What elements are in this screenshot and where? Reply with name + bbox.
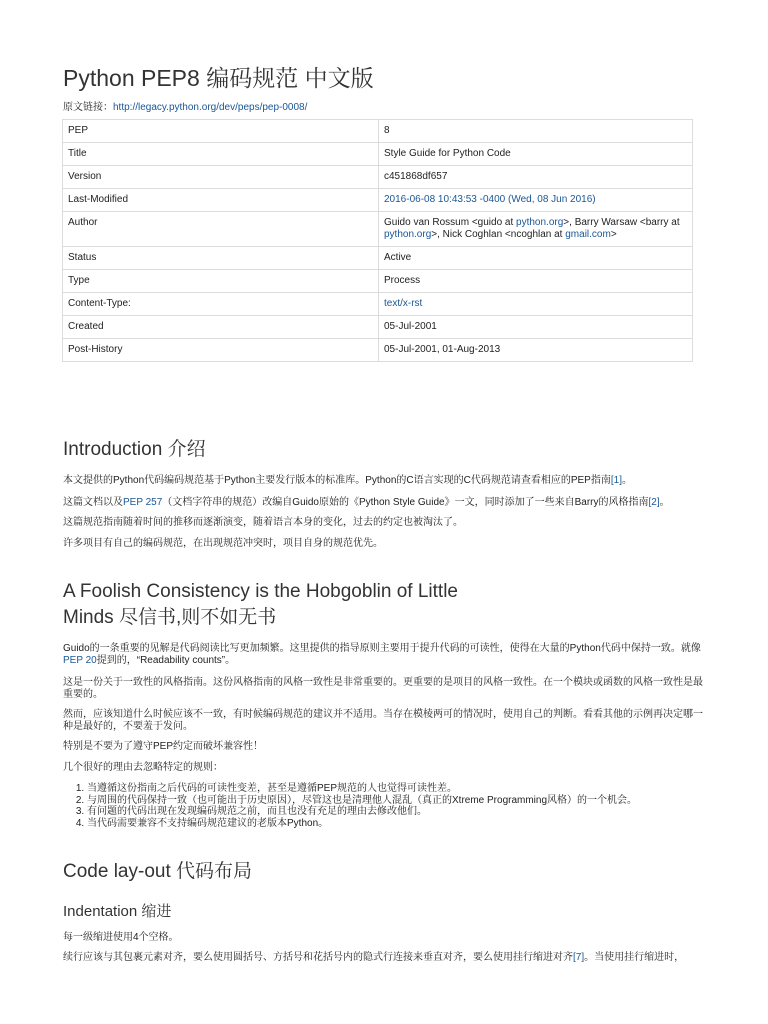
meta-key: Post-History [63, 339, 379, 362]
content-type-link[interactable]: text/x-rst [384, 298, 423, 309]
meta-value-link [379, 189, 693, 212]
meta-value-link [379, 293, 693, 316]
foolish-text: 提到的，“Readability counts”。 [96, 655, 236, 666]
author-text: >, Nick Coghlan <ncoghlan at [431, 229, 566, 240]
indentation-paragraph-1: 每一级缩进使用4个空格。 [63, 932, 179, 943]
list-item: 2. 与周围的代码保持一致（也可能出于历史原因），尽管这也是清理他人混乱（真正的Xtreme Programming风格）的一个机会。 [87, 795, 687, 807]
author-email-link[interactable]: python.org [384, 229, 432, 240]
last-modified-link[interactable]: 2016-06-08 10:43:53 -0400 (Wed, 08 Jun 2016) [384, 194, 596, 205]
meta-key: Version [63, 166, 379, 189]
intro-paragraph-4: 许多项目有自己的编码规范，在出现规范冲突时，项目自身的规范优先。 [63, 538, 383, 549]
intro-paragraph-2 [63, 497, 703, 509]
indentation-text: 续行应该与其包裹元素对齐，要么使用圆括号、方括号和花括号内的隐式行连接来垂直对齐，要么使用挂行缩进对齐 [63, 952, 573, 963]
foolish-paragraph-4: 特别是不要为了遵守PEP约定而破坏兼容性！ [63, 741, 264, 752]
indentation-heading: Indentation 缩进 [63, 903, 172, 920]
author-text: Guido van Rossum <guido at [384, 217, 517, 228]
ref-link[interactable]: [2] [648, 497, 660, 508]
foolish-paragraph-1 [63, 643, 703, 667]
intro-text: 。 [659, 497, 670, 508]
meta-key: Created [63, 316, 379, 339]
meta-key: Title [63, 143, 379, 166]
foolish-paragraph-5: 几个很好的理由去忽略特定的规则： [63, 762, 223, 773]
ref-link[interactable]: [7] [573, 952, 585, 963]
intro-paragraph-3: 这篇规范指南随着时间的推移而逐渐演变，随着语言本身的变化，过去的约定也被淘汰了。 [63, 517, 463, 528]
meta-value: 05-Jul-2001, 01-Aug-2013 [379, 339, 693, 362]
pep257-link[interactable]: PEP 257 [123, 497, 163, 508]
foolish-heading-line: Minds 尽信书,则不如无书 [63, 607, 277, 628]
introduction-heading: Introduction 介绍 [63, 439, 206, 460]
table-row [63, 247, 693, 270]
meta-value: Style Guide for Python Code [379, 143, 693, 166]
foolish-paragraph-2: 这是一份关于一致性的风格指南。这份风格指南的风格一致性是非常重要的。更重要的是项目的风格一致性。在一个模块或函数的风格一致性是最重要的。 [63, 677, 703, 700]
table-row [63, 166, 693, 189]
intro-text: 这篇文档以及 [63, 497, 123, 508]
source-line [63, 98, 307, 113]
foolish-heading [63, 579, 458, 631]
meta-value: c451868df657 [379, 166, 693, 189]
meta-value-author [379, 212, 693, 247]
author-email-link[interactable]: python.org [516, 217, 564, 228]
foolish-text: Guido的一条重要的见解是代码阅读比写更加频繁。这里提供的指导原则主要用于提升代码的可读性，使得在大量的Python代码中保持一致。就像 [63, 643, 701, 654]
page-title: Python PEP8 编码规范 中文版 [63, 65, 374, 91]
pep20-link[interactable]: PEP 20 [63, 655, 97, 666]
foolish-heading-line: A Foolish Consistency is the Hobgoblin of Little [63, 581, 458, 602]
author-text: >, Barry Warsaw <barry at [563, 217, 680, 228]
list-item: 3. 有问题的代码出现在发现编码规范之前，而且也没有充足的理由去修改他们。 [87, 806, 687, 818]
table-row [63, 316, 693, 339]
meta-value: Process [379, 270, 693, 293]
intro-text: 。 [621, 475, 632, 486]
meta-key: Type [63, 270, 379, 293]
meta-value: Active [379, 247, 693, 270]
reasons-list [87, 783, 687, 829]
table-row [63, 120, 693, 143]
table-row [63, 212, 693, 247]
list-item: 1. 当遵循这份指南之后代码的可读性变差，甚至是遵循PEP规范的人也觉得可读性差。 [87, 783, 687, 795]
table-row [63, 143, 693, 166]
source-link[interactable]: http://legacy.python.org/dev/peps/pep-0008/ [113, 102, 308, 113]
meta-key: Last-Modified [63, 189, 379, 212]
author-email-link[interactable]: gmail.com [565, 229, 611, 240]
source-label: 原文链接： [63, 102, 113, 113]
table-row [63, 339, 693, 362]
indentation-paragraph-2 [63, 952, 703, 964]
table-row [63, 270, 693, 293]
foolish-paragraph-3: 然而，应该知道什么时候应该不一致，有时候编码规范的建议并不适用。当存在模棱两可的情况时，使用自己的判断。看看其他的示例再决定哪一种是最好的，不要羞于发问。 [63, 709, 703, 732]
table-row [63, 293, 693, 316]
meta-key: Status [63, 247, 379, 270]
meta-value: 05-Jul-2001 [379, 316, 693, 339]
meta-key: Author [63, 212, 379, 247]
meta-key: PEP [63, 120, 379, 143]
meta-value: 8 [379, 120, 693, 143]
ref-link[interactable]: [1] [610, 475, 622, 486]
intro-text: 本文提供的Python代码编码规范基于Python主要发行版本的标准库。Python的C语言实现的C代码规范请查看相应的PEP指南 [63, 475, 611, 486]
list-item: 4. 当代码需要兼容不支持编码规范建议的老版本Python。 [87, 818, 687, 830]
table-row [63, 189, 693, 212]
code-layout-heading: Code lay-out 代码布局 [63, 861, 253, 882]
intro-text: （文档字符串的规范）改编自Guido原始的《Python Style Guide》一文，同时添加了一些来自Barry的风格指南 [162, 497, 649, 508]
author-text: > [610, 229, 617, 240]
intro-paragraph-1 [63, 475, 703, 487]
indentation-text: 。当使用挂行缩进时， [584, 952, 685, 963]
pep-metadata-table [62, 119, 693, 362]
meta-key: Content-Type: [63, 293, 379, 316]
